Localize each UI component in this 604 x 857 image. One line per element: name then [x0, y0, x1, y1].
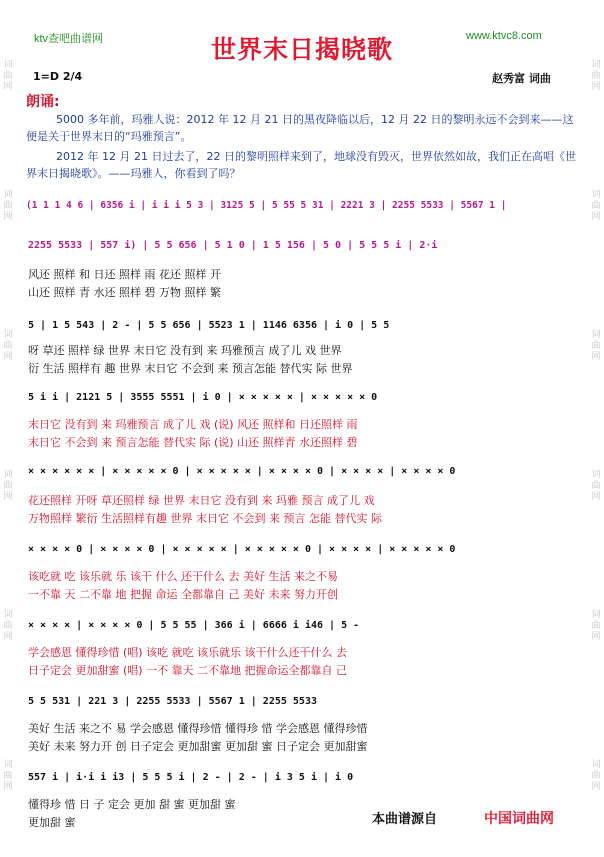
side-watermark-right-1: 词曲网 [591, 60, 601, 92]
lyric-line-4-verse-1: 花还照样 开呀 草还照样 绿 世界 末日它 没有到 来 玛雅 预言 成了儿 戏 [28, 494, 375, 507]
recitation-label: 朗诵: [26, 94, 60, 110]
intro-notation-line: (1 1 1 4 6 | 6356 i | i i i 5 3 | 3125 5 | 5 55 5 31 | 2221 3 | 2255 5533 | 5567 1 | [26, 200, 507, 211]
source-label: 本曲谱源自 [372, 812, 438, 827]
lyric-line-7-verse-1: 美好 生活 来之不 易 学会感恩 懂得珍惜 懂得珍 惜 学会感恩 懂得珍惜 [28, 722, 368, 735]
author-credit: 赵秀富 词曲 [492, 72, 551, 85]
lyric-line-5-verse-1: 该吃就 吃 该乐就 乐 该干 什么 还干什么 去 美好 生活 来之不易 [28, 570, 338, 583]
lyric-line-1-verse-2: 山还 照样 青 水还 照样 碧 万物 照样 繁 [28, 286, 221, 299]
lyric-line-5-verse-2: 一不靠 天 二不靠 地 把握 命运 全都靠自 己 美好 未来 努力开创 [28, 588, 338, 601]
lyric-line-1-verse-1: 风还 照样 和 日还 照样 雨 花还 照样 开 [28, 268, 221, 281]
recitation-paragraph-2: 2012 年 12 月 21 日过去了，22 日的黎明照样来到了，地球没有毁灭，世界依然如故，我们正在高唱《世界末日揭晓歌》。——玛雅人，你看到了吗？ [26, 150, 576, 180]
side-watermark-right-3: 词曲网 [591, 330, 601, 362]
song-title: 世界末日揭晓歌 [210, 35, 393, 64]
side-watermark-left-2: 词曲网 [3, 190, 13, 222]
notation-line-8: 557 i | i·i i i3 | 5 5 5 i | 2 - | 2 - | i 3 5 i | i 0 [28, 772, 354, 783]
side-watermark-left-5: 词曲网 [3, 610, 13, 642]
notation-line-1: 2255 5533 | 557 i) | 5 5 656 | 5 1 0 | 1 5 156 | 5 0 | 5 5 5 i | 2·i [28, 240, 438, 251]
side-watermark-right-6: 词曲网 [591, 760, 601, 792]
site-watermark-left: ktv查吧曲谱网 [34, 33, 104, 45]
lyric-line-6-verse-2: 日子定会 更加甜蜜 (唱) 一不 靠天 二不靠地 把握命运全都靠自 己 [28, 664, 348, 677]
lyric-line-7-verse-2: 美好 未来 努力开 创 日子定会 更加甜蜜 更加甜 蜜 日子定会 更加甜蜜 [28, 740, 368, 753]
side-watermark-left-1: 词曲网 [3, 60, 13, 92]
lyric-line-3-verse-1: 末日它 没有到 来 玛雅预言 成了儿 戏 (说) 风还 照样和 日还照样 雨 [28, 418, 358, 431]
recitation-paragraph-1: 5000 多年前，玛雅人说：2012 年 12 月 21 日的黑夜降临以后，12 月 22 日的黎明永远不会到来——这便是关于世界末日的“玛雅预言”。 [26, 113, 574, 143]
side-watermark-right-5: 词曲网 [591, 610, 601, 642]
notation-line-4: × × × × × × | × × × × × 0 | × × × × × | × × × × 0 | × × × × | × × × × 0 [28, 466, 456, 477]
key-signature: 1=D 2/4 [33, 70, 83, 83]
notation-line-2: 5 | 1 5 543 | 2 - | 5 5 656 | 5523 1 | 1146 6356 | i 0 | 5 5 [28, 320, 390, 331]
side-watermark-left-4: 词曲网 [3, 470, 13, 502]
site-watermark-right: www.ktvc8.com [466, 30, 542, 42]
side-watermark-right-2: 词曲网 [591, 190, 601, 222]
lyric-line-3-verse-2: 末日它 不会到 来 预言怎能 替代实 际 (说) 山还 照样青 水还照样 碧 [28, 436, 358, 449]
lyric-line-2-verse-1: 呀 草还 照样 绿 世界 末日它 没有到 来 玛雅预言 成了儿 戏 世界 [28, 344, 342, 357]
lyric-line-8-verse-2: 更加甜 蜜 [28, 816, 76, 829]
notation-line-6: × × × × | × × × × 0 | 5 5 55 | 366 i | 6666 i i46 | 5 - [28, 620, 360, 631]
lyric-line-6-verse-1: 学会感恩 懂得珍惜 (唱) 该吃 就吃 该乐就乐 该干什么还干什么 去 [28, 646, 348, 659]
source-site: 中国词曲网 [484, 811, 554, 827]
side-watermark-left-3: 词曲网 [3, 330, 13, 362]
notation-line-3: 5 i i | 2121 5 | 3555 5551 | i 0 | × × × × × | × × × × × 0 [28, 392, 378, 403]
lyric-line-4-verse-2: 万物照样 繁衍 生活照样有趣 世界 末日它 不会到 来 预言 怎能 替代实 际 [28, 512, 382, 525]
notation-line-7: 5 5 531 | 221 3 | 2255 5533 | 5567 1 | 2255 5533 [28, 696, 317, 707]
lyric-line-8-verse-1: 懂得珍 惜 日 子 定会 更加 甜 蜜 更加甜 蜜 [28, 798, 236, 811]
side-watermark-left-6: 词曲网 [3, 760, 13, 792]
lyric-line-2-verse-2: 衍 生活 照样有 趣 世界 末日它 不会到 来 预言怎能 替代实 际 世界 [28, 362, 353, 375]
side-watermark-right-4: 词曲网 [591, 470, 601, 502]
notation-line-5: × × × × 0 | × × × × 0 | × × × × × | × × × × × 0 | × × × × | × × × × × 0 [28, 544, 456, 555]
